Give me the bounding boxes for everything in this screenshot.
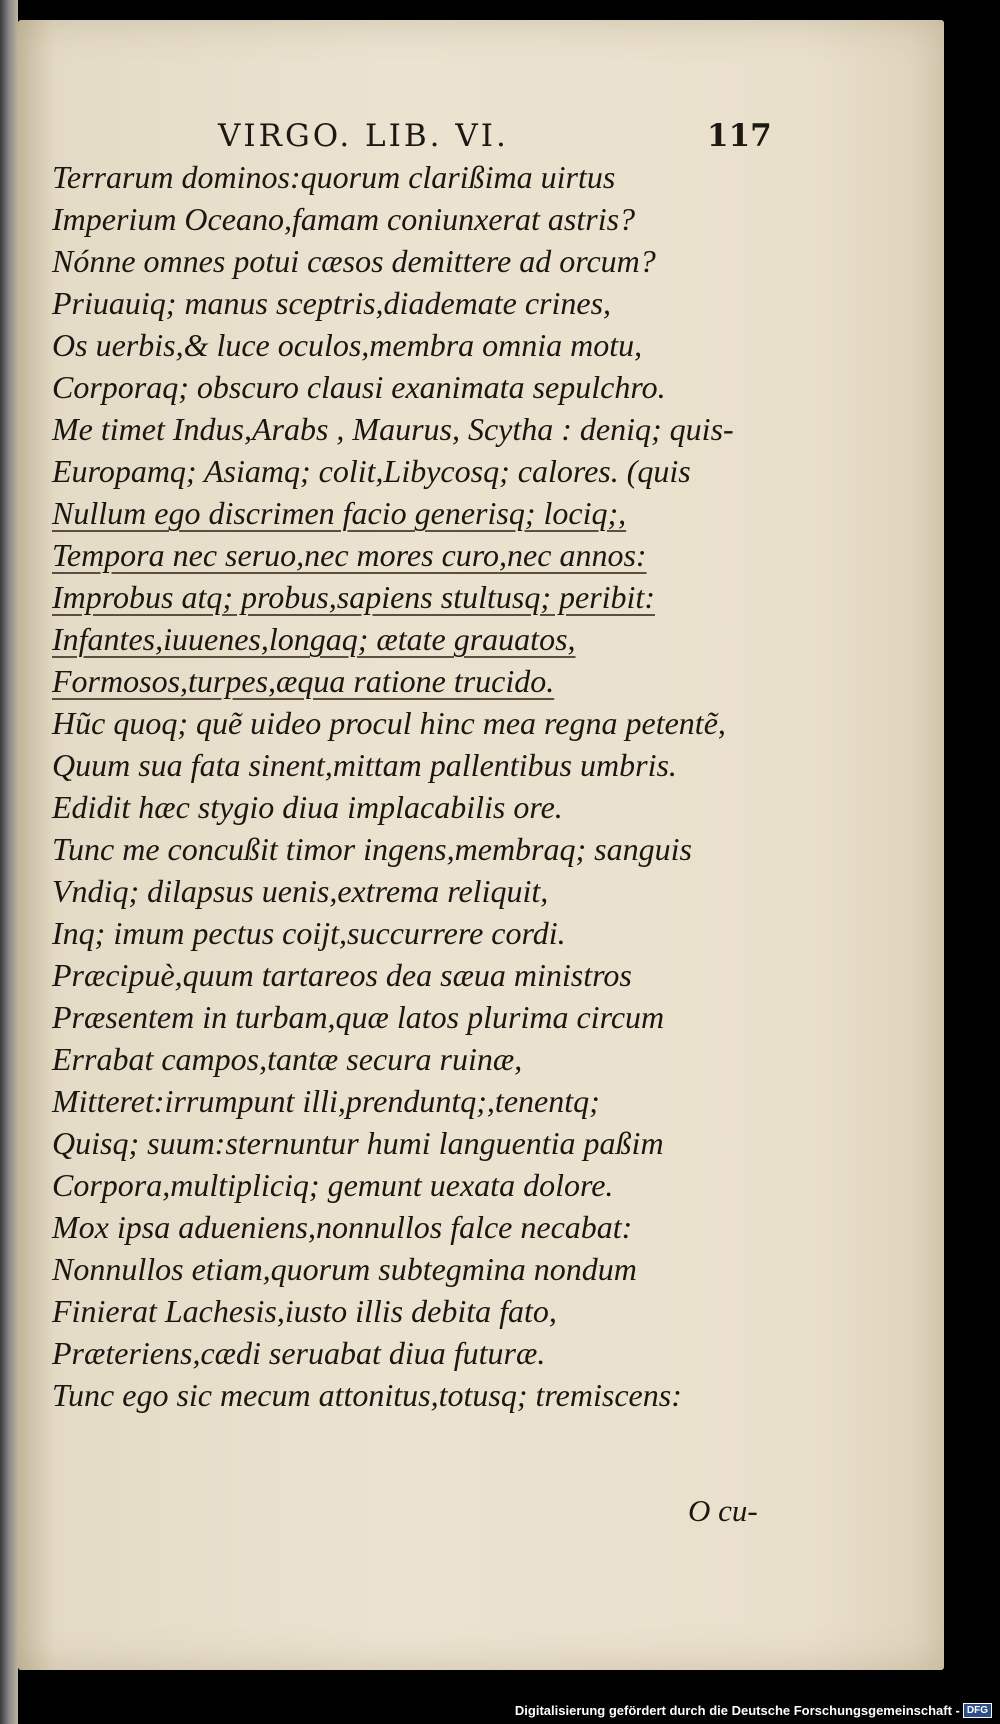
verse-line — [52, 324, 734, 366]
page-number: 117 — [707, 118, 772, 154]
verse-line — [52, 534, 734, 576]
verse-text: Præsentem in turbam,quæ latos plurima circum — [52, 999, 665, 1035]
verse-text: Terrarum dominos:quorum clarißima uirtus — [52, 159, 616, 195]
verse-line — [52, 1332, 734, 1374]
verse-line — [52, 786, 734, 828]
verse-text: Quum sua fata sinent,mittam pallentibus umbris. — [52, 747, 677, 783]
verse-text: Edidit hæc stygio diua implacabilis ore. — [52, 789, 563, 825]
verse-line — [52, 282, 734, 324]
verse-line — [52, 660, 734, 702]
verse-line — [52, 408, 734, 450]
verse-line — [52, 1206, 734, 1248]
verse-line — [52, 366, 734, 408]
digitization-credit — [515, 1703, 992, 1718]
verse-text: Improbus atq; probus,sapiens stultusq; peribit: — [52, 579, 655, 615]
verse-line — [52, 492, 734, 534]
verse-line — [52, 1374, 734, 1416]
running-head: VIRGO. LIB. VI. — [218, 118, 509, 154]
verse-line — [52, 240, 734, 282]
verse-text: Errabat campos,tantæ secura ruinæ, — [52, 1041, 523, 1077]
verse-text: Vndiq; dilapsus uenis,extrema reliquit, — [52, 873, 549, 909]
credit-text: Digitalisierung gefördert durch die Deutsche Forschungsgemeinschaft - — [514, 1703, 960, 1718]
verse-text: Corporaq; obscuro clausi exanimata sepulchro. — [52, 369, 666, 405]
verse-line — [52, 618, 734, 660]
verse-line — [52, 996, 734, 1038]
dfg-logo: DFG — [963, 1703, 992, 1718]
book-spine-edge — [0, 0, 18, 1724]
verse-text: Nonnullos etiam,quorum subtegmina nondum — [52, 1251, 637, 1287]
verse-text: Præteriens,cædi seruabat diua futuræ. — [52, 1335, 546, 1371]
verse-text: Quisq; suum:sternuntur humi languentia paßim — [52, 1125, 664, 1161]
verse-text: Mitteret:irrumpunt illi,prenduntq;,tenentq; — [52, 1083, 600, 1119]
verse-text: Corpora,multipliciq; gemunt uexata dolore. — [52, 1167, 614, 1203]
verse-text: Nónne omnes potui cæsos demittere ad orcum? — [52, 243, 656, 279]
catchword: O cu- — [688, 1493, 758, 1528]
verse-text: Tunc ego sic mecum attonitus,totusq; tremiscens: — [52, 1377, 682, 1413]
verse-text: Finierat Lachesis,iusto illis debita fato, — [52, 1293, 557, 1329]
verse-text: Præcipuè,quum tartareos dea sæua ministros — [52, 957, 632, 993]
verse-line — [52, 1038, 734, 1080]
verse-line — [52, 954, 734, 996]
verse-text: Mox ipsa adueniens,nonnullos falce necabat: — [52, 1209, 633, 1245]
verse-line — [52, 1290, 734, 1332]
verse-line — [52, 744, 734, 786]
verse-line — [52, 450, 734, 492]
verse-list — [52, 156, 734, 1416]
verse-text: Priuauiq; manus sceptris,diademate crines, — [52, 285, 612, 321]
verse-text: Hũc quoq; quẽ uideo procul hinc mea regna petentẽ, — [52, 705, 726, 741]
verse-line — [52, 1080, 734, 1122]
verse-text: Tempora nec seruo,nec mores curo,nec annos: — [52, 537, 647, 573]
verse-text: Nullum ego discrimen facio generisq; lociq;, — [52, 495, 627, 531]
verse-text: Formosos,turpes,æqua ratione trucido. — [52, 663, 555, 699]
verse-line — [52, 828, 734, 870]
verse-text: Europamq; Asiamq; colit,Libycosq; calores. (quis — [52, 453, 691, 489]
verse-line — [52, 1248, 734, 1290]
verse-text: Infantes,iuuenes,longaq; ætate grauatos, — [52, 621, 576, 657]
verse-text: Tunc me concußit timor ingens,membraq; sanguis — [52, 831, 692, 867]
verse-text: Me timet Indus,Arabs , Maurus, Scytha : deniq; quis- — [52, 411, 734, 447]
verse-line — [52, 198, 734, 240]
verse-line — [52, 702, 734, 744]
verse-line — [52, 576, 734, 618]
verse-line — [52, 870, 734, 912]
verse-text: Os uerbis,& luce oculos,membra omnia motu, — [52, 327, 643, 363]
verse-line — [52, 912, 734, 954]
verse-text: Imperium Oceano,famam coniunxerat astris? — [52, 201, 636, 237]
verse-line — [52, 156, 734, 198]
verse-line — [52, 1122, 734, 1164]
verse-line — [52, 1164, 734, 1206]
verse-text: Inq; imum pectus coijt,succurrere cordi. — [52, 915, 566, 951]
